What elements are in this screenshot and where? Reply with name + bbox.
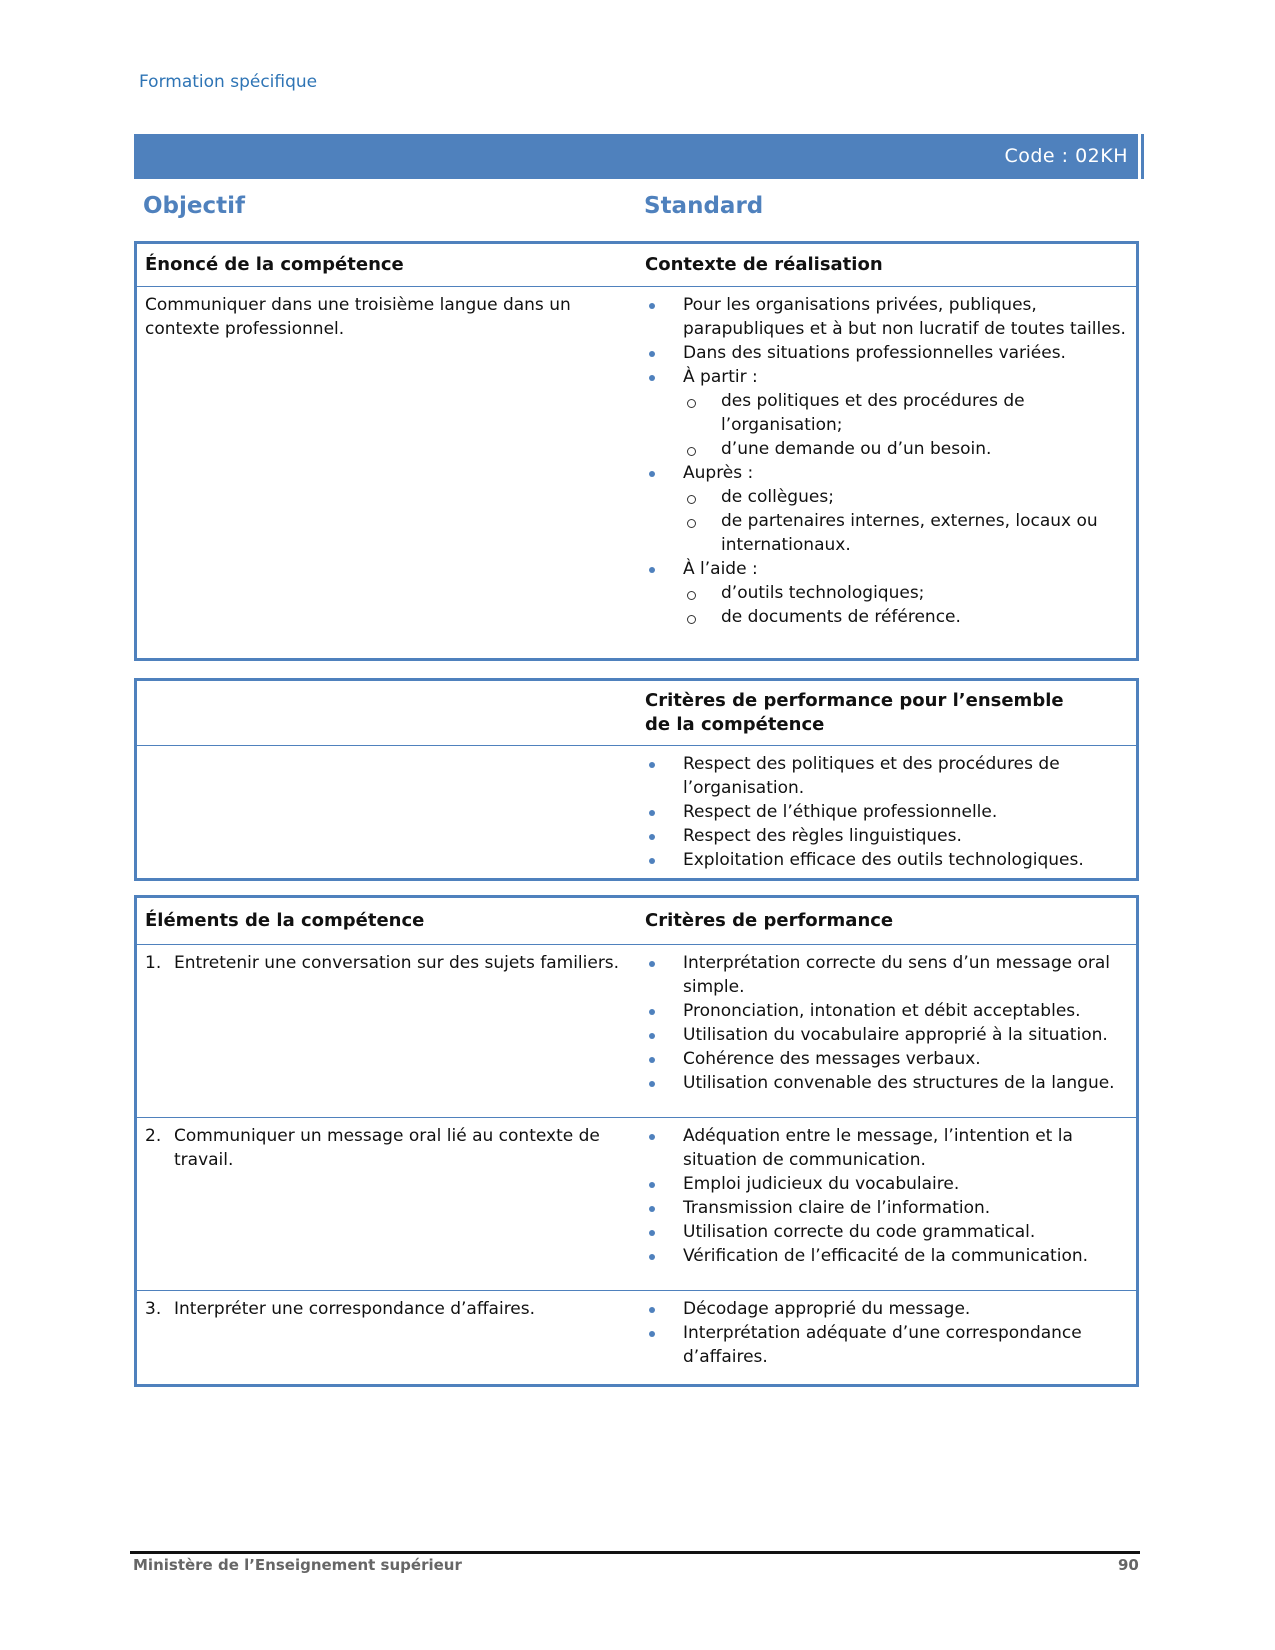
contexte-subitem-text: de partenaires internes, externes, locaux ou internationaux. xyxy=(721,511,1098,555)
contexte-subitem xyxy=(683,437,1128,461)
critere-item xyxy=(645,1297,1128,1321)
critere-item-text: Décodage approprié du message. xyxy=(683,1299,971,1320)
contexte-item xyxy=(645,461,1128,557)
critere-item-text: Cohérence des messages verbaux. xyxy=(683,1049,981,1070)
element-row xyxy=(136,945,1138,1118)
contexte-subitem-text: d’outils technologiques; xyxy=(721,583,925,603)
criteres-header: Critères de performance xyxy=(645,910,894,932)
enonce-text: Communiquer dans une troisième langue dans un contexte professionnel. xyxy=(136,287,638,660)
critere-item-text: Interprétation correcte du sens d’un message oral simple. xyxy=(683,953,1111,998)
criteres-list xyxy=(645,1297,1128,1369)
contexte-item-text: Dans des situations professionnelles variées. xyxy=(683,343,1066,363)
element-number: 3. xyxy=(145,1299,162,1320)
critere-item-text: Utilisation correcte du code grammatical. xyxy=(683,1222,1036,1243)
standard-heading: Standard xyxy=(644,193,764,219)
element-number: 2. xyxy=(145,1126,162,1147)
contexte-subitem-text: de collègues; xyxy=(721,487,834,507)
contexte-subitem xyxy=(683,605,1128,629)
criteres-list xyxy=(645,1124,1128,1268)
contexte-item-text: Pour les organisations privées, publiques, parapubliques et à but non lucratif de toutes tailles. xyxy=(683,295,1126,339)
critere-item xyxy=(645,951,1128,999)
critere-item xyxy=(645,1321,1128,1369)
criteres-list xyxy=(645,951,1128,1095)
contexte-sublist xyxy=(683,581,1128,629)
contexte-item xyxy=(645,557,1128,629)
contexte-list xyxy=(645,293,1128,629)
critere-item-text: Respect des règles linguistiques. xyxy=(683,826,962,846)
contexte-subitem xyxy=(683,485,1128,509)
critere-item xyxy=(645,800,1128,824)
contexte-subitem xyxy=(683,581,1128,605)
critere-item xyxy=(645,1023,1128,1047)
enonce-header: Énoncé de la compétence xyxy=(145,254,404,275)
critere-item xyxy=(645,1220,1128,1244)
critere-item xyxy=(645,1172,1128,1196)
contexte-item-text: À l’aide : xyxy=(683,559,758,579)
contexte-item xyxy=(645,293,1128,341)
contexte-subitem xyxy=(683,389,1128,437)
critere-item xyxy=(645,1071,1128,1095)
critere-item-text: Respect de l’éthique professionnelle. xyxy=(683,802,998,822)
critere-item xyxy=(645,999,1128,1023)
running-header: Formation spécifique xyxy=(139,72,318,92)
element-row xyxy=(136,1291,1138,1386)
critere-item-text: Utilisation du vocabulaire approprié à la situation. xyxy=(683,1025,1108,1046)
critere-item-text: Utilisation convenable des structures de la langue. xyxy=(683,1073,1115,1094)
element-item xyxy=(145,951,629,975)
criteres-ensemble-header: Critères de performance pour l’ensemble de la compétence xyxy=(645,690,1064,735)
critere-item xyxy=(645,824,1128,848)
element-item xyxy=(145,1297,629,1321)
contexte-item-text: Auprès : xyxy=(683,463,754,483)
critere-item xyxy=(645,1047,1128,1071)
contexte-item xyxy=(645,365,1128,461)
element-text: Communiquer un message oral lié au contexte de travail. xyxy=(174,1126,600,1171)
contexte-sublist xyxy=(683,485,1128,557)
element-row xyxy=(136,1118,1138,1291)
code-banner xyxy=(134,134,1141,179)
critere-item xyxy=(645,848,1128,872)
critere-item-text: Respect des politiques et des procédures de l’organisation. xyxy=(683,754,1060,798)
critere-item xyxy=(645,1244,1128,1268)
contexte-item xyxy=(645,341,1128,365)
critere-item xyxy=(645,752,1128,800)
criteres-ensemble-table xyxy=(134,678,1139,881)
critere-item-text: Emploi judicieux du vocabulaire. xyxy=(683,1174,960,1195)
contexte-header: Contexte de réalisation xyxy=(645,254,883,275)
footer-rule xyxy=(130,1551,1140,1554)
contexte-subitem-text: d’une demande ou d’un besoin. xyxy=(721,439,992,459)
competency-code: Code : 02KH xyxy=(1004,145,1128,167)
contexte-sublist xyxy=(683,389,1128,461)
element-number: 1. xyxy=(145,953,162,974)
contexte-subitem-text: des politiques et des procédures de l’organisation; xyxy=(721,391,1025,435)
critere-item xyxy=(645,1124,1128,1172)
critere-item-text: Adéquation entre le message, l’intention et la situation de communication. xyxy=(683,1126,1073,1171)
element-item xyxy=(145,1124,629,1172)
element-text: Entretenir une conversation sur des sujets familiers. xyxy=(174,953,620,974)
enonce-contexte-table xyxy=(134,241,1139,661)
elements-table xyxy=(134,895,1139,1387)
critere-item xyxy=(645,1196,1128,1220)
page-number: 90 xyxy=(1118,1556,1139,1574)
objectif-heading: Objectif xyxy=(143,193,246,219)
criteres-ensemble-list xyxy=(645,752,1128,872)
contexte-item-text: À partir : xyxy=(683,367,758,387)
critere-item-text: Interprétation adéquate d’une correspondance d’affaires. xyxy=(683,1323,1082,1368)
footer-ministry: Ministère de l’Enseignement supérieur xyxy=(133,1556,462,1574)
element-text: Interpréter une correspondance d’affaires. xyxy=(174,1299,536,1320)
contexte-subitem-text: de documents de référence. xyxy=(721,607,961,627)
critere-item-text: Prononciation, intonation et débit acceptables. xyxy=(683,1001,1081,1022)
critere-item-text: Vérification de l’efficacité de la communication. xyxy=(683,1246,1089,1267)
contexte-subitem xyxy=(683,509,1128,557)
elements-header: Éléments de la compétence xyxy=(145,910,425,932)
critere-item-text: Transmission claire de l’information. xyxy=(683,1198,991,1219)
critere-item-text: Exploitation efficace des outils technologiques. xyxy=(683,850,1084,870)
